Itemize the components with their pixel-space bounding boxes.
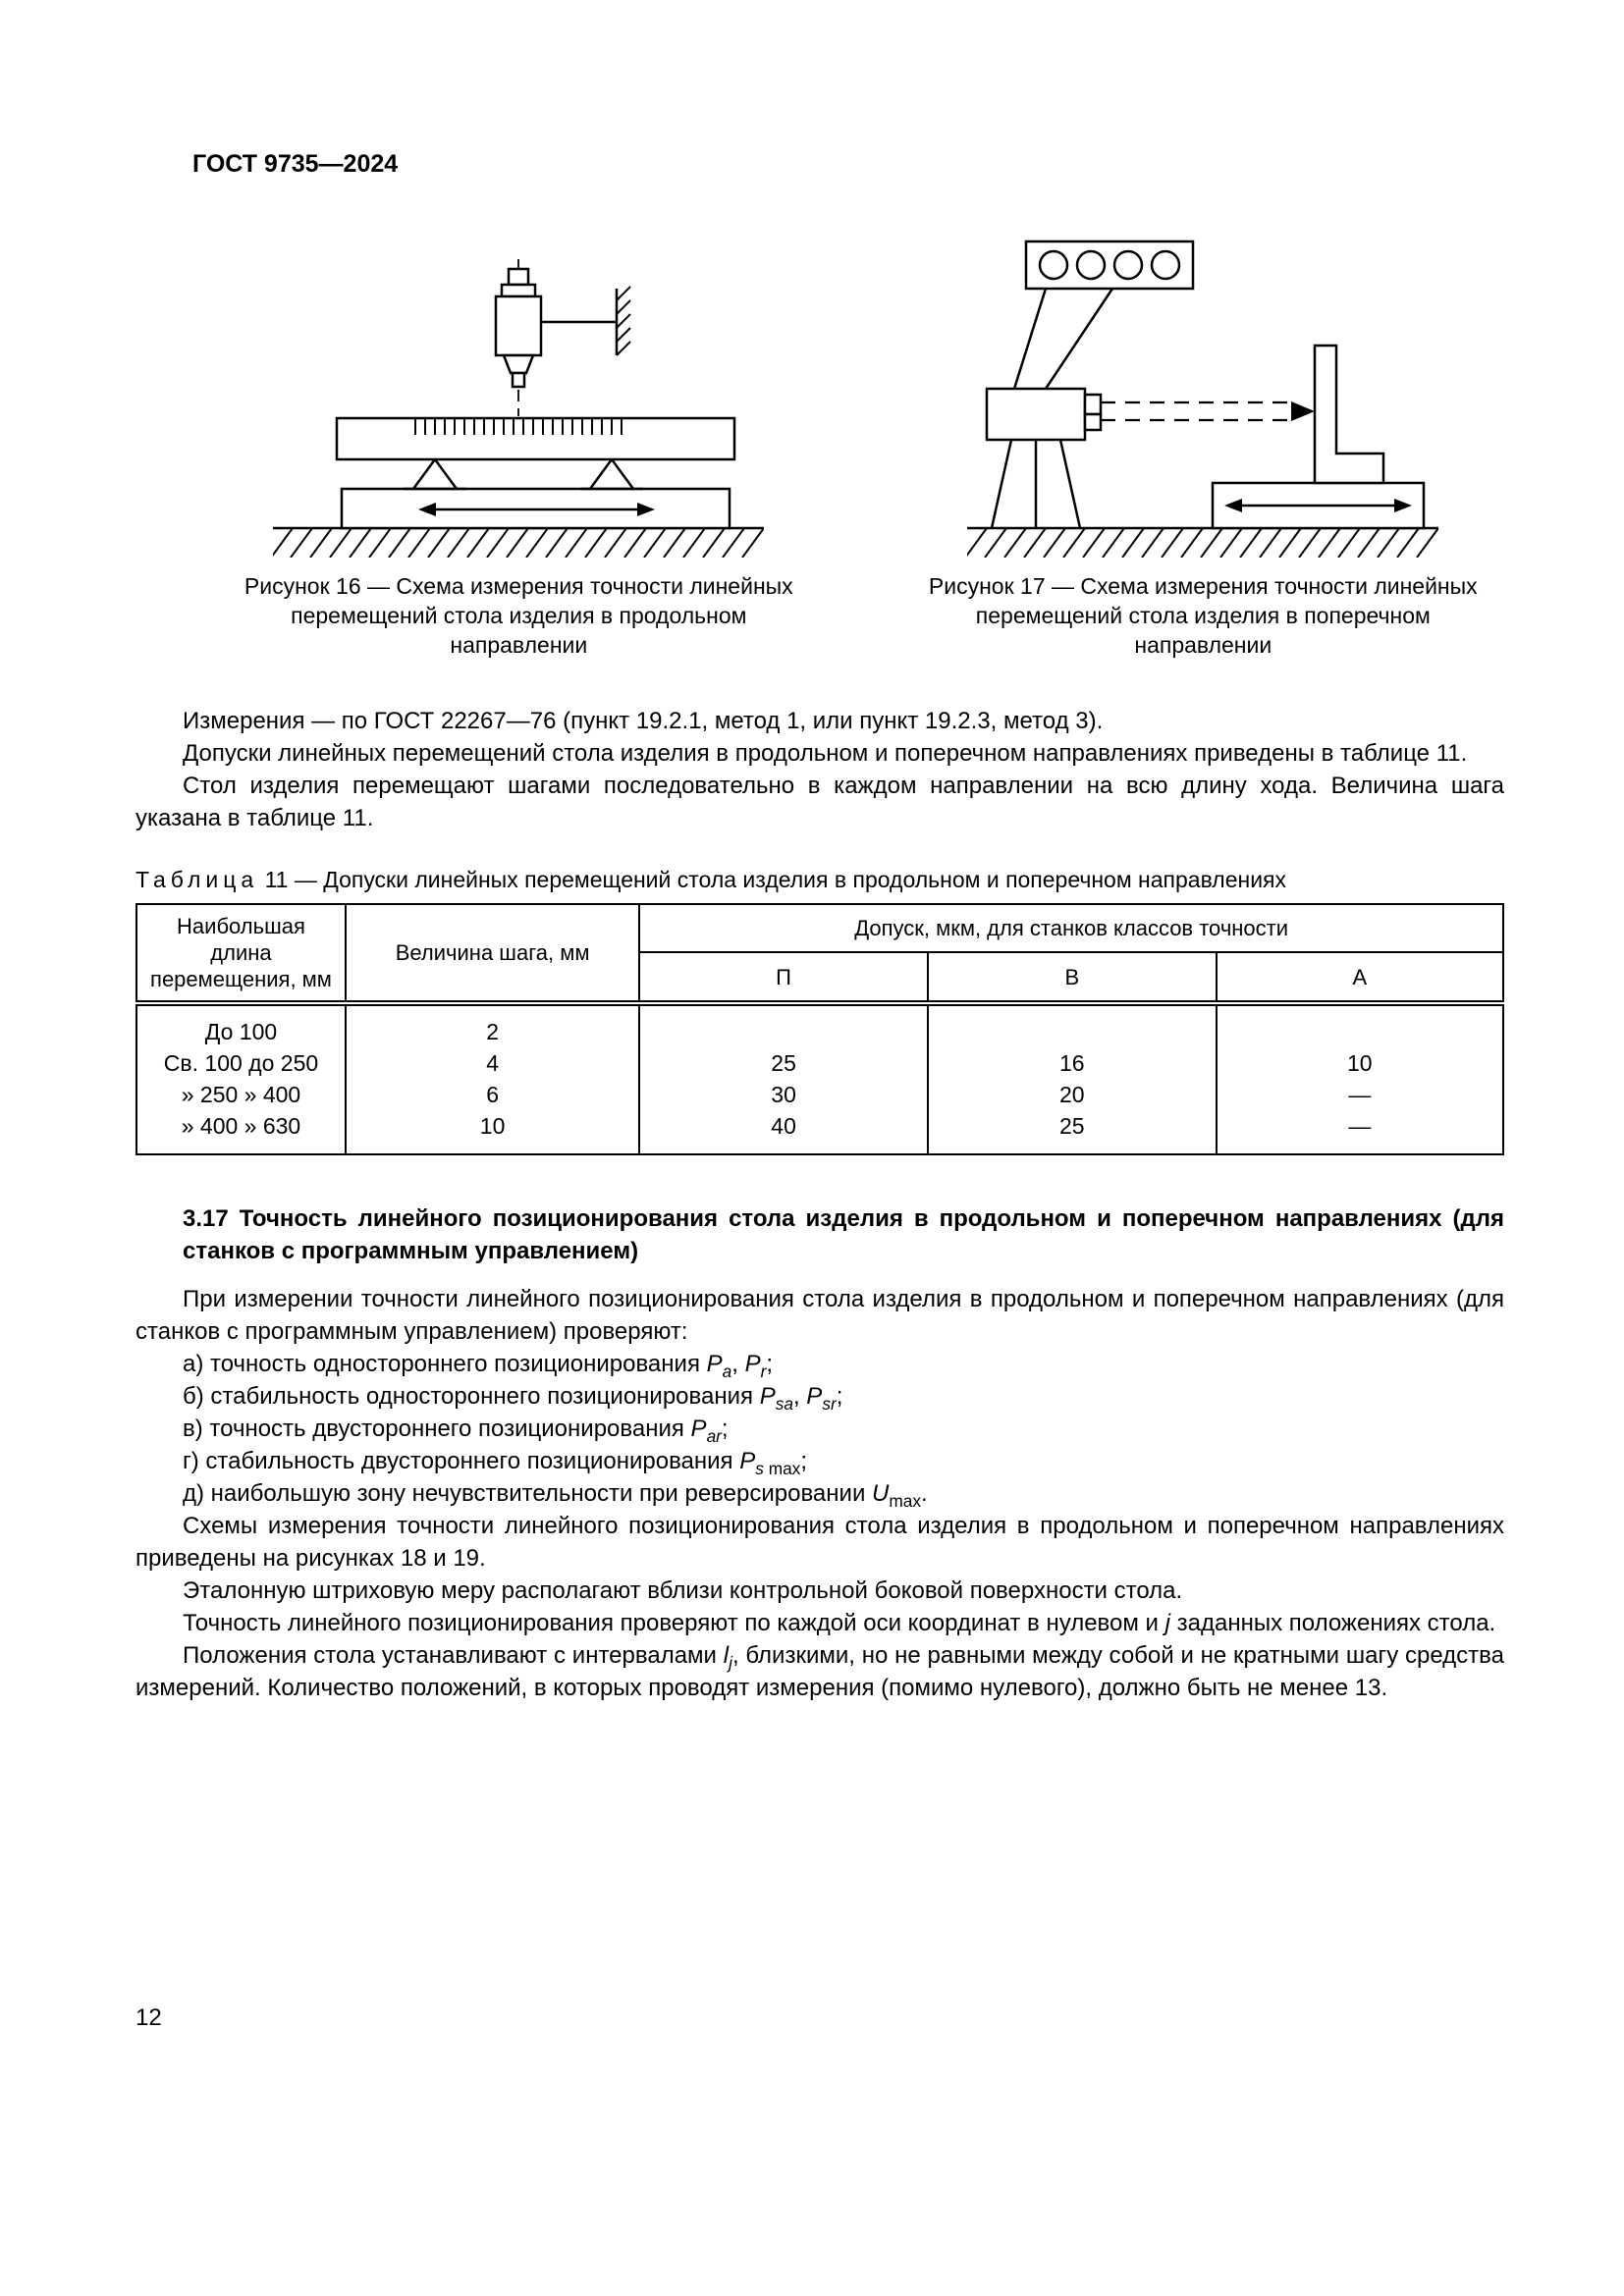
- col-header-class-v: В: [928, 952, 1217, 1003]
- cell-tol-p: 40: [639, 1110, 928, 1154]
- cell-tol-v: 25: [928, 1110, 1217, 1154]
- cell-tol-p: [639, 1003, 928, 1047]
- cell-length: » 250 » 400: [136, 1079, 346, 1110]
- cell-tol-a: —: [1217, 1110, 1503, 1154]
- cell-tol-v: 16: [928, 1047, 1217, 1079]
- cell-length: » 400 » 630: [136, 1110, 346, 1154]
- cell-tol-a: [1217, 1003, 1503, 1047]
- list-item-b: б) стабильность одностороннего позиционирования $P_{sa}$, $P_{sr}$;: [183, 1383, 843, 1414]
- knife-edge-supports: [404, 459, 643, 489]
- table-row: [136, 1047, 1503, 1079]
- figure-17: [902, 234, 1504, 660]
- list-item-a: а) точность одностороннего позиционирования $P_a$, $P_r$;: [183, 1351, 774, 1381]
- sight-lines: [1014, 289, 1112, 389]
- cell-tol-v: [928, 1003, 1217, 1047]
- col-header-tolerance: Допуск, мкм, для станков классов точности: [639, 904, 1503, 952]
- paragraph-step-movement: Стол изделия перемещают шагами последовательно в каждом направлении на всю длину хода. Величина шага указана в таблице 11.: [135, 773, 1504, 831]
- cell-length: Св. 100 до 250: [136, 1047, 346, 1079]
- cell-tol-p: 30: [639, 1079, 928, 1110]
- paragraph-reference-measure: Эталонную штриховую меру располагают вблизи контрольной боковой поверхности стола.: [183, 1577, 1183, 1605]
- table-11-caption: [135, 866, 1504, 893]
- document-code-header: ГОСТ 9735—2024: [192, 150, 399, 178]
- wall-hatching: [617, 287, 630, 355]
- cell-tol-p: 25: [639, 1047, 928, 1079]
- list-item-v: в) точность двустороннего позиционирования $P_{ar}$;: [183, 1415, 729, 1446]
- col-header-class-p: П: [639, 952, 928, 1003]
- paragraph-measurement-method: Измерения — по ГОСТ 22267—76 (пункт 19.2.1, метод 1, или пункт 19.2.3, метод 3).: [183, 708, 1104, 734]
- paragraph-317-intro: При измерении точности линейного позиционирования стола изделия в продольном и поперечном направлениях (для станков с программным управлением) проверяют:: [135, 1286, 1504, 1345]
- col-header-max-length: Наибольшая длина перемещения, мм: [136, 904, 346, 1003]
- tripod: [992, 440, 1080, 528]
- table-row: [136, 1110, 1503, 1154]
- paragraph-intervals: Положения стола устанавливают с интервалами $l_j$, близкими, но не равными между собой и не кратными шагу средства измерений. Количество положений, в которых проводят измерения (помимо нулевого), должно быть не менее 13.: [135, 1642, 1504, 1702]
- microscope-icon: [496, 259, 541, 416]
- figure-16-caption: Рисунок 16 — Схема измерения точности линейных перемещений стола изделия в продольном направлении: [244, 573, 793, 658]
- cell-step: 10: [346, 1110, 639, 1154]
- table-row: [136, 1079, 1503, 1110]
- figure17-diagram: [967, 234, 1438, 558]
- table-11-label: Таблица: [135, 867, 259, 892]
- list-item-g: г) стабильность двустороннего позиционирования $P_{s max}$;: [183, 1448, 807, 1479]
- wall-bracket: [541, 287, 630, 355]
- cell-tol-v: 20: [928, 1079, 1217, 1110]
- figure-17-caption: Рисунок 17 — Схема измерения точности линейных перемещений стола изделия в поперечном направлении: [928, 573, 1478, 658]
- ground-hatching: [273, 528, 764, 558]
- cell-tol-a: 10: [1217, 1047, 1503, 1079]
- paragraph-schemes-reference: Схемы измерения точности линейного позиционирования стола изделия в продольном и поперечном направлениях приведены на рисунках 18 и 19.: [135, 1513, 1504, 1573]
- table-11: [135, 903, 1504, 1155]
- cell-step: 2: [346, 1003, 639, 1047]
- reflector: [1315, 346, 1383, 483]
- ground-hatching: [967, 528, 1438, 558]
- table-row: [136, 1003, 1503, 1047]
- paragraph-axis-check: Точность линейного позиционирования проверяют по каждой оси координат в нулевом и j заданных положениях стола.: [183, 1610, 1496, 1637]
- cell-tol-a: —: [1217, 1079, 1503, 1110]
- section-3-17-heading: 3.17 Точность линейного позиционирования стола изделия в продольном и поперечном направлениях (для станков с программным управлением): [183, 1205, 1504, 1264]
- cell-length: До 100: [136, 1003, 346, 1047]
- col-header-class-a: А: [1217, 952, 1503, 1003]
- cell-step: 4: [346, 1047, 639, 1079]
- figure-16: [135, 234, 902, 660]
- photo-recorder-unit: [1026, 241, 1193, 289]
- paragraph-tolerances-reference: Допуски линейных перемещений стола изделия в продольном и поперечном направлениях приведены в таблице 11.: [183, 740, 1468, 767]
- page-number: 12: [135, 2004, 162, 2031]
- figure16-diagram: [273, 234, 764, 558]
- table-11-title: 11 — Допуски линейных перемещений стола изделия в продольном и поперечном направлениях: [264, 867, 1286, 892]
- figures-row: [135, 234, 1504, 660]
- autocollimator-icon: [987, 389, 1101, 440]
- cell-step: 6: [346, 1079, 639, 1110]
- line-scale-bar: [337, 418, 734, 459]
- col-header-step: Величина шага, мм: [346, 904, 639, 1003]
- list-item-d: д) наибольшую зону нечувствительности при реверсировании $U_{max}$.: [183, 1480, 928, 1512]
- measurement-beam: [1101, 401, 1315, 421]
